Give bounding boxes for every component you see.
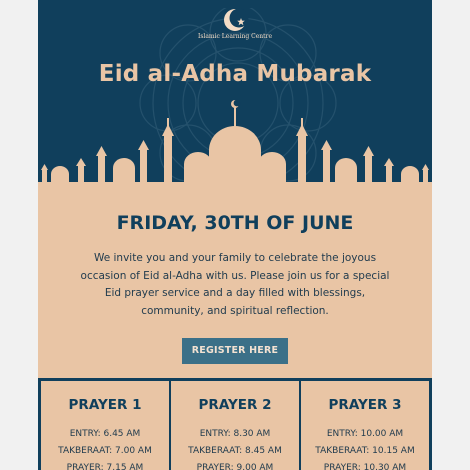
prayer-card-3 <box>301 381 429 470</box>
prayer-times-section <box>38 378 432 470</box>
prayer-takbeeraat-time: TAKBERAAT: 10.15 AM <box>315 446 415 456</box>
email-newsletter <box>38 0 432 470</box>
prayer-entry-time: ENTRY: 6.45 AM <box>69 429 141 439</box>
register-button[interactable]: REGISTER HERE <box>182 338 288 364</box>
prayer-time: PRAYER: 7.15 AM <box>66 463 144 470</box>
prayer-title: PRAYER 2 <box>198 397 272 413</box>
prayer-card-2 <box>171 381 299 470</box>
prayer-title: PRAYER 3 <box>328 397 402 413</box>
prayer-card-1 <box>41 381 169 470</box>
invitation-text: We invite you and your family to celebrate the joyous occasion of Eid al-Adha with us. Please join us for a special Eid prayer service and a day filled with blessings, community, and spiritual reflection. <box>80 252 390 317</box>
mosque-skyline-illustration <box>38 98 432 186</box>
hero-banner <box>38 0 432 186</box>
event-date: FRIDAY, 30TH OF JUNE <box>116 212 354 234</box>
centre-logo <box>38 5 432 41</box>
crescent-star-icon <box>220 5 250 35</box>
prayer-takbeeraat-time: TAKBERAAT: 8.45 AM <box>188 446 282 456</box>
prayer-time: PRAYER: 10.30 AM <box>323 463 407 470</box>
hero-title: Eid al-Adha Mubarak <box>98 61 372 87</box>
prayer-title: PRAYER 1 <box>68 397 142 413</box>
prayer-entry-time: ENTRY: 8.30 AM <box>199 429 271 439</box>
prayer-entry-time: ENTRY: 10.00 AM <box>326 429 404 439</box>
prayer-takbeeraat-time: TAKBERAAT: 7.00 AM <box>58 446 152 456</box>
logo-text: Islamic Learning Centre <box>197 33 273 40</box>
prayer-time: PRAYER: 9.00 AM <box>196 463 274 470</box>
